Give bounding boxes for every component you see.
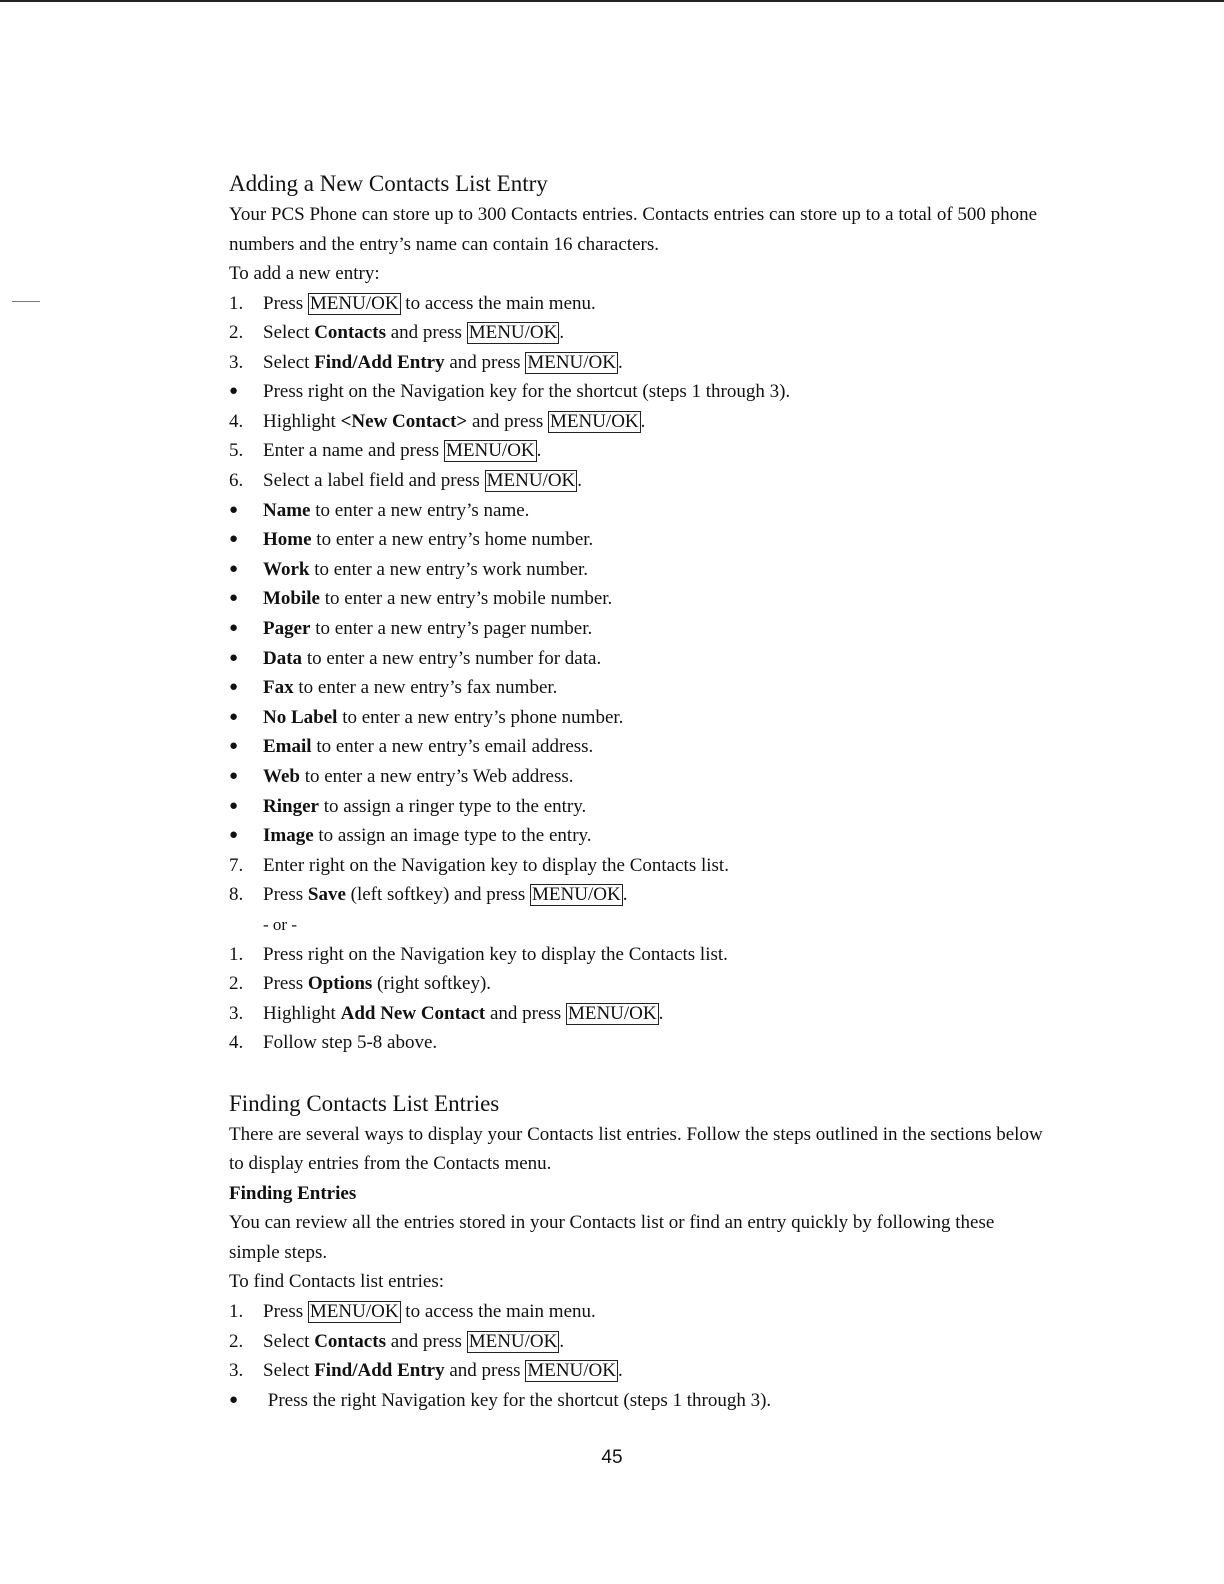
step-number: 3.: [229, 1002, 244, 1024]
text-run: .: [640, 410, 646, 432]
text-run: Follow step 5-8 above.: [263, 1032, 438, 1054]
list-item-text: [263, 318, 564, 348]
list-item-text: [263, 969, 491, 999]
bullet-marker: ●: [229, 679, 239, 696]
text-run: Press right on the Navigation key to display the Contacts list.: [263, 943, 728, 965]
step-number: 6.: [229, 470, 244, 492]
list-item: [229, 436, 1049, 466]
menu-ok-key-label: MENU/OK: [445, 440, 535, 462]
text-run: Enter right on the Navigation key to display the Contacts list.: [263, 854, 729, 876]
margin-mark: [12, 301, 40, 302]
step-number: 8.: [229, 884, 244, 906]
text-run: .: [577, 470, 583, 492]
bullet-marker: ●: [229, 560, 239, 577]
bullet-marker: ●: [229, 620, 239, 637]
list-item: [229, 1386, 1049, 1416]
step-number: 1.: [229, 943, 244, 965]
list-item-text: [263, 880, 627, 910]
list-item-text: [263, 673, 557, 703]
list-item-text: [263, 436, 541, 466]
list-item-text: [263, 762, 574, 792]
subheading-finding-entries: Finding Entries: [229, 1182, 357, 1204]
text-run: to assign an image type to the entry.: [313, 825, 592, 847]
bold-term: Image: [263, 825, 314, 847]
list-item-text: [263, 644, 601, 674]
text-run: to enter a new entry’s Web address.: [299, 766, 574, 787]
top-border-rule: [0, 0, 1224, 2]
text-run: .: [618, 351, 623, 373]
text-run: to enter a new entry’s pager number.: [310, 618, 593, 640]
step-number: 3.: [229, 1360, 244, 1382]
step-number: 5.: [229, 440, 244, 462]
text-run: and press: [444, 351, 526, 373]
instruction-lead-adding: To add a new entry:: [229, 263, 380, 284]
text-run: Highlight: [263, 410, 341, 432]
bullet-marker: ●: [229, 501, 239, 518]
text-run: to enter a new entry’s mobile number.: [320, 588, 613, 610]
text-run: to access the main menu.: [400, 1300, 596, 1322]
text-run: Enter a name and press: [263, 440, 444, 462]
list-item: [229, 851, 1049, 881]
alternative-steps-list: [229, 940, 1049, 1058]
bold-term: <New Contact>: [340, 410, 468, 432]
list-item: [229, 1297, 1049, 1327]
text-run: to enter a new entry’s home number.: [311, 529, 594, 551]
text-run: Press: [263, 1300, 308, 1322]
text-run: Select: [263, 351, 315, 373]
list-item-text: [263, 348, 623, 378]
bold-term: Name: [263, 499, 311, 521]
menu-ok-key-label: MENU/OK: [309, 1300, 399, 1322]
step-number: 2.: [229, 1330, 244, 1352]
text-run: and press: [485, 1002, 566, 1024]
bold-term: Options: [307, 973, 373, 995]
list-item: [229, 555, 1049, 585]
text-run: .: [559, 1330, 565, 1352]
list-item-text: [263, 703, 623, 733]
menu-ok-key-label: MENU/OK: [486, 470, 576, 492]
bold-term: Email: [263, 736, 312, 758]
list-item: [229, 614, 1049, 644]
text-run: to assign a ringer type to the entry.: [318, 795, 587, 817]
list-item-text: [263, 1028, 437, 1058]
text-run: .: [559, 322, 565, 344]
bullet-marker: ●: [229, 827, 239, 844]
text-run: Highlight: [263, 1002, 341, 1024]
list-item: [229, 496, 1049, 526]
section-intro-finding: There are several ways to display your Contacts list entries. Follow the steps outlined in the sections below to display entries from the Contacts menu.: [229, 1123, 1043, 1175]
bold-term: Contacts: [314, 1330, 386, 1352]
list-item: [229, 792, 1049, 822]
text-run: Press: [263, 292, 308, 314]
list-item-text: [263, 377, 790, 407]
list-item: [229, 1327, 1049, 1357]
instruction-lead-finding: To find Contacts list entries:: [229, 1271, 445, 1293]
list-item: [229, 584, 1049, 614]
text-run: to enter a new entry’s work number.: [309, 558, 589, 580]
text-run: Select: [263, 322, 315, 344]
finding-steps-list: [229, 1297, 1049, 1415]
list-item: [229, 318, 1049, 348]
bold-term: Contacts: [314, 322, 386, 344]
list-item: [229, 762, 1049, 792]
text-run: to enter a new entry’s number for data.: [302, 647, 602, 669]
list-item-text: [263, 1386, 771, 1416]
bold-term: Data: [263, 647, 303, 669]
bold-term: Save: [307, 884, 346, 906]
list-item: [229, 289, 1049, 319]
or-separator: - or -: [263, 914, 297, 934]
list-item: [229, 466, 1049, 496]
text-run: to enter a new entry’s email address.: [311, 736, 594, 758]
bullet-marker: ●: [229, 738, 239, 755]
list-item-text: [263, 614, 592, 644]
text-run: Select a label field and press: [263, 470, 485, 492]
bold-term: Add New Contact: [340, 1002, 486, 1024]
list-item: [229, 732, 1049, 762]
text-run: and press: [444, 1360, 526, 1382]
bullet-marker: ●: [229, 649, 239, 666]
step-number: 2.: [229, 322, 244, 344]
section-title-finding: Finding Contacts List Entries: [229, 1090, 500, 1116]
bullet-marker: ●: [229, 590, 239, 607]
list-item-text: [263, 821, 592, 851]
list-item: [229, 377, 1049, 407]
bold-term: Fax: [263, 677, 294, 699]
page-content: [229, 168, 1049, 1415]
bold-term: Home: [263, 529, 312, 551]
text-run: (right softkey).: [372, 973, 492, 995]
bullet-marker: ●: [229, 1391, 239, 1408]
bullet-marker: ●: [229, 708, 239, 725]
list-item-text: [263, 407, 645, 437]
bold-term: Find/Add Entry: [314, 1360, 445, 1382]
list-item: [229, 703, 1049, 733]
menu-ok-key-label: MENU/OK: [527, 1360, 616, 1382]
section-intro-adding: Your PCS Phone can store up to 300 Contacts entries. Contacts entries can store up to a total of 500 phone numbers and the entry’s name can contain 16 characters.: [229, 204, 1038, 255]
text-run: Select: [263, 1330, 315, 1352]
text-run: .: [622, 884, 628, 906]
menu-ok-key-label: MENU/OK: [309, 292, 399, 314]
step-number: 1.: [229, 1300, 244, 1322]
list-item: [229, 348, 1049, 378]
list-item: [229, 407, 1049, 437]
list-item-text: [263, 584, 612, 614]
text-run: to enter a new entry’s fax number.: [293, 677, 558, 699]
list-item: [229, 1028, 1049, 1058]
list-item-text: [263, 555, 588, 585]
list-item: [229, 969, 1049, 999]
text-run: Press right on the Navigation key for the shortcut (steps 1 through 3).: [263, 381, 791, 403]
text-run: and press: [467, 410, 548, 432]
menu-ok-key-label: MENU/OK: [567, 1002, 657, 1024]
step-number: 3.: [229, 351, 244, 373]
step-number: 4.: [229, 410, 244, 432]
bullet-marker: ●: [229, 768, 239, 784]
step-number: 4.: [229, 1032, 244, 1054]
text-run: Press: [263, 884, 308, 906]
list-item: [229, 999, 1049, 1029]
menu-ok-key-label: MENU/OK: [549, 410, 639, 432]
menu-ok-key-label: MENU/OK: [532, 884, 621, 906]
bullet-marker: ●: [229, 531, 239, 548]
list-item-text: [263, 525, 593, 555]
list-item-text: [263, 851, 729, 881]
list-item-text: [263, 999, 663, 1029]
section-spacer: [229, 1058, 1049, 1088]
bold-term: Pager: [263, 618, 311, 640]
list-item-text: [263, 1356, 623, 1386]
text-run: and press: [385, 1330, 467, 1352]
menu-ok-key-label: MENU/OK: [468, 1330, 558, 1352]
bold-term: Mobile: [263, 588, 320, 610]
list-item: [229, 1356, 1049, 1386]
text-run: .: [658, 1002, 664, 1024]
step-number: 1.: [229, 292, 244, 314]
bold-term: Web: [263, 766, 300, 787]
bold-term: Ringer: [263, 795, 319, 817]
adding-steps-list: [229, 289, 1049, 910]
bold-term: Work: [263, 558, 310, 580]
list-item: [229, 940, 1049, 970]
list-item: [229, 880, 1049, 910]
list-item-text: [263, 1297, 596, 1327]
bullet-marker: ●: [229, 797, 239, 814]
page-number: 45: [601, 1447, 623, 1468]
list-item-text: [263, 1327, 564, 1357]
list-item-text: [263, 496, 529, 526]
list-item: [229, 644, 1049, 674]
bold-term: Find/Add Entry: [314, 351, 445, 373]
list-item: [229, 525, 1049, 555]
list-item-text: [263, 940, 728, 970]
list-item: [229, 673, 1049, 703]
text-run: to enter a new entry’s phone number.: [337, 706, 624, 728]
text-run: Press: [263, 973, 308, 995]
subsection-intro: You can review all the entries stored in your Contacts list or find an entry quickly by following these simple steps.: [229, 1212, 995, 1263]
list-item-text: [263, 732, 593, 762]
step-number: 2.: [229, 973, 244, 995]
menu-ok-key-label: MENU/OK: [527, 351, 616, 373]
bold-term: No Label: [263, 706, 338, 728]
bullet-marker: ●: [229, 383, 239, 400]
text-run: .: [536, 440, 542, 462]
list-item-text: [263, 289, 596, 319]
text-run: to access the main menu.: [400, 292, 596, 314]
list-item-text: [263, 792, 586, 822]
text-run: Select: [263, 1360, 315, 1382]
text-run: .: [618, 1360, 623, 1382]
text-run: (left softkey) and press: [345, 884, 531, 906]
text-run: to enter a new entry’s name.: [310, 499, 530, 521]
section-title-adding: Adding a New Contacts List Entry: [229, 171, 548, 196]
menu-ok-key-label: MENU/OK: [468, 322, 558, 344]
step-number: 7.: [229, 854, 244, 876]
list-item: [229, 821, 1049, 851]
list-item-text: [263, 466, 582, 496]
text-run: Press the right Navigation key for the shortcut (steps 1 through 3).: [263, 1389, 772, 1411]
text-run: and press: [385, 322, 467, 344]
